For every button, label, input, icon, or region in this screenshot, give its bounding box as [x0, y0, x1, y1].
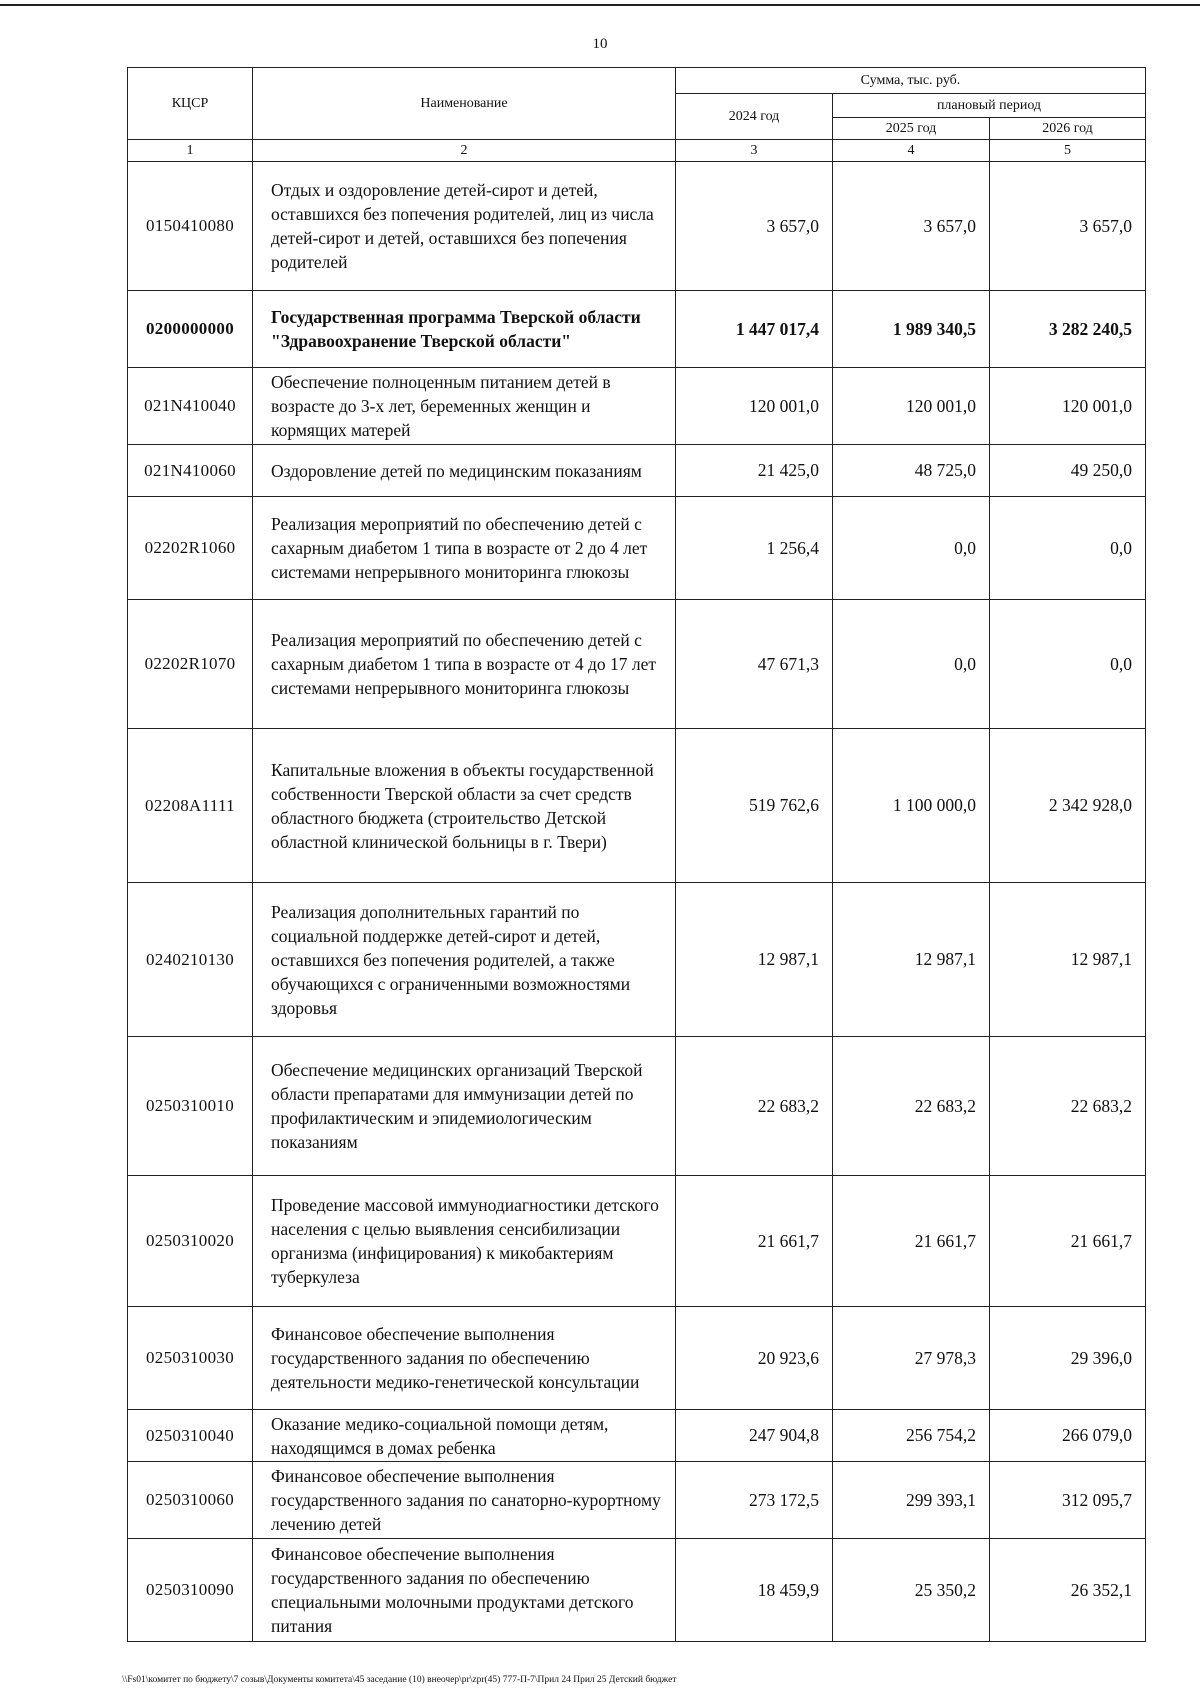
row-value-2025: 256 754,2	[833, 1410, 990, 1462]
row-code: 021N410060	[128, 445, 253, 497]
row-name: Оказание медико-социальной помощи детям, находящимся в домах ребенка	[253, 1410, 676, 1462]
row-value-2026: 29 396,0	[990, 1307, 1146, 1410]
row-value-2024: 22 683,2	[676, 1037, 833, 1176]
row-name: Отдых и оздоровление детей-сирот и детей, оставшихся без попечения родителей, лиц из числа детей-сирот и детей, оставшихся без попечения родителей	[253, 162, 676, 291]
row-value-2024: 247 904,8	[676, 1410, 833, 1462]
row-code: 02202R1070	[128, 600, 253, 729]
row-value-2026: 21 661,7	[990, 1176, 1146, 1307]
row-value-2026: 3 657,0	[990, 162, 1146, 291]
row-name: Обеспечение медицинских организаций Тверской области препаратами для иммунизации детей по профилактическим и эпидемиологическим показаниям	[253, 1037, 676, 1176]
row-value-2026: 312 095,7	[990, 1462, 1146, 1539]
row-code: 0240210130	[128, 883, 253, 1037]
row-value-2024: 120 001,0	[676, 368, 833, 445]
row-value-2026: 0,0	[990, 600, 1146, 729]
row-code: 02202R1060	[128, 497, 253, 600]
table-row	[128, 162, 1146, 291]
row-code: 0150410080	[128, 162, 253, 291]
row-value-2025: 299 393,1	[833, 1462, 990, 1539]
col-index: 5	[990, 140, 1146, 162]
row-name: Реализация мероприятий по обеспечению детей с сахарным диабетом 1 типа в возрасте от 2 до 4 лет системами непрерывного мониторинга глюкозы	[253, 497, 676, 600]
row-value-2026: 22 683,2	[990, 1037, 1146, 1176]
row-code: 0250310040	[128, 1410, 253, 1462]
table-row	[128, 445, 1146, 497]
row-value-2025: 12 987,1	[833, 883, 990, 1037]
row-code: 0250310020	[128, 1176, 253, 1307]
row-code: 0250310090	[128, 1539, 253, 1642]
table-row	[128, 729, 1146, 883]
row-value-2025: 0,0	[833, 497, 990, 600]
table-row	[128, 291, 1146, 368]
row-code: 0200000000	[128, 291, 253, 368]
table-row	[128, 1176, 1146, 1307]
table-row	[128, 1307, 1146, 1410]
row-name: Оздоровление детей по медицинским показаниям	[253, 445, 676, 497]
row-code: 0250310060	[128, 1462, 253, 1539]
table-row	[128, 883, 1146, 1037]
header-planning-period: плановый период	[833, 94, 1146, 118]
table-row	[128, 1037, 1146, 1176]
row-value-2024: 20 923,6	[676, 1307, 833, 1410]
row-value-2025: 1 989 340,5	[833, 291, 990, 368]
table-row	[128, 1410, 1146, 1462]
row-value-2026: 49 250,0	[990, 445, 1146, 497]
row-value-2025: 120 001,0	[833, 368, 990, 445]
row-value-2025: 3 657,0	[833, 162, 990, 291]
row-name: Проведение массовой иммунодиагностики детского населения с целью выявления сенсибилизации организма (инфицирования) к микобактериям туберкулеза	[253, 1176, 676, 1307]
table-row	[128, 1462, 1146, 1539]
row-value-2025: 0,0	[833, 600, 990, 729]
page-number: 10	[592, 36, 608, 52]
row-name: Финансовое обеспечение выполнения государственного задания по обеспечению специальными молочными продуктами детского питания	[253, 1539, 676, 1642]
row-value-2025: 25 350,2	[833, 1539, 990, 1642]
top-rule	[0, 4, 1200, 6]
row-value-2026: 2 342 928,0	[990, 729, 1146, 883]
row-code: 0250310030	[128, 1307, 253, 1410]
row-name: Реализация дополнительных гарантий по социальной поддержке детей-сирот и детей, оставшихся без попечения родителей, а также обучающихся с ограниченными возможностями здоровья	[253, 883, 676, 1037]
row-value-2026: 26 352,1	[990, 1539, 1146, 1642]
row-value-2026: 266 079,0	[990, 1410, 1146, 1462]
row-value-2024: 3 657,0	[676, 162, 833, 291]
table-row	[128, 497, 1146, 600]
row-value-2024: 18 459,9	[676, 1539, 833, 1642]
col-index: 3	[676, 140, 833, 162]
row-value-2024: 21 425,0	[676, 445, 833, 497]
row-value-2025: 48 725,0	[833, 445, 990, 497]
col-index: 2	[253, 140, 676, 162]
budget-table	[127, 67, 1146, 1642]
row-name: Государственная программа Тверской области "Здравоохранение Тверской области"	[253, 291, 676, 368]
row-value-2025: 21 661,7	[833, 1176, 990, 1307]
row-value-2024: 1 447 017,4	[676, 291, 833, 368]
header-year-2025: 2025 год	[833, 118, 990, 140]
header-year-2026: 2026 год	[990, 118, 1146, 140]
col-index: 1	[128, 140, 253, 162]
row-value-2024: 1 256,4	[676, 497, 833, 600]
row-name: Реализация мероприятий по обеспечению детей с сахарным диабетом 1 типа в возрасте от 4 до 17 лет системами непрерывного мониторинга глюкозы	[253, 600, 676, 729]
row-value-2026: 3 282 240,5	[990, 291, 1146, 368]
row-name: Финансовое обеспечение выполнения государственного задания по обеспечению деятельности медико-генетической консультации	[253, 1307, 676, 1410]
row-value-2024: 12 987,1	[676, 883, 833, 1037]
col-index: 4	[833, 140, 990, 162]
row-code: 02208A1111	[128, 729, 253, 883]
row-value-2025: 1 100 000,0	[833, 729, 990, 883]
header-year-2024: 2024 год	[676, 94, 833, 140]
row-value-2026: 12 987,1	[990, 883, 1146, 1037]
table-row	[128, 600, 1146, 729]
row-value-2025: 22 683,2	[833, 1037, 990, 1176]
row-code: 0250310010	[128, 1037, 253, 1176]
footer-file-path: \\Fs01\комитет по бюджету\7 созыв\Документы комитета\45 заседание (10) внеочер\pr\zpr(45) 777-П-7\Прил 24 Прил 25 Детский бюджет	[122, 1675, 677, 1685]
table-row	[128, 368, 1146, 445]
row-name: Капитальные вложения в объекты государственной собственности Тверской области за счет средств областного бюджета (строительство Детской областной клинической больницы в г. Твери)	[253, 729, 676, 883]
row-code: 021N410040	[128, 368, 253, 445]
row-name: Обеспечение полноценным питанием детей в возрасте до 3-х лет, беременных женщин и кормящих матерей	[253, 368, 676, 445]
header-name: Наименование	[253, 68, 676, 140]
row-value-2026: 0,0	[990, 497, 1146, 600]
row-value-2024: 47 671,3	[676, 600, 833, 729]
table-row	[128, 1539, 1146, 1642]
header-sum: Сумма, тыс. руб.	[676, 68, 1146, 94]
row-value-2024: 273 172,5	[676, 1462, 833, 1539]
row-value-2024: 21 661,7	[676, 1176, 833, 1307]
row-value-2024: 519 762,6	[676, 729, 833, 883]
header-code: КЦСР	[128, 68, 253, 140]
row-name: Финансовое обеспечение выполнения государственного задания по санаторно-курортному лечению детей	[253, 1462, 676, 1539]
row-value-2026: 120 001,0	[990, 368, 1146, 445]
row-value-2025: 27 978,3	[833, 1307, 990, 1410]
